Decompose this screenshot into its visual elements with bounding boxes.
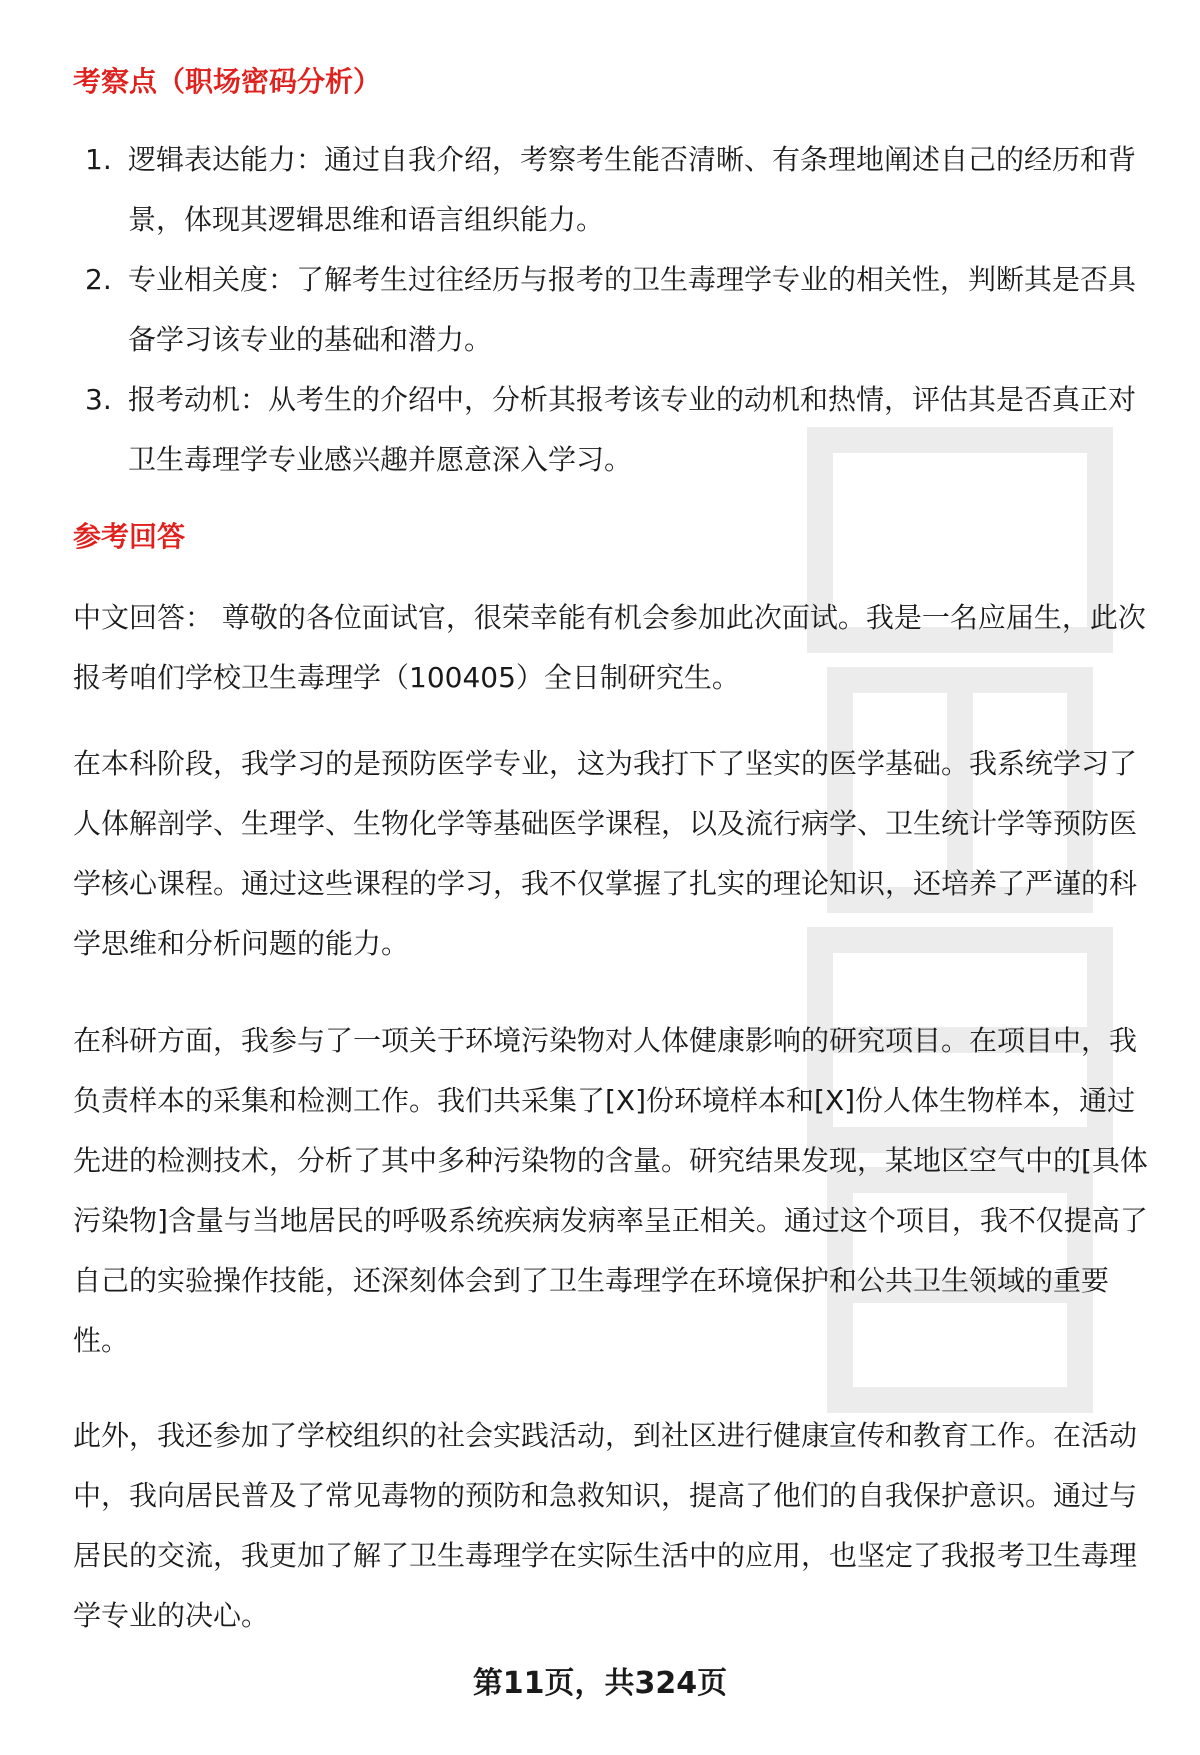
list-item [73,370,1148,490]
list-item-number: 1. [85,143,112,176]
list-item-text: 逻辑表达能力：通过自我介绍，考察考生能否清晰、有条理地阐述自己的经历和背景，体现其逻辑思维和语言组织能力。 [128,143,1137,236]
section-heading-exam-points: 考察点（职场密码分析） [73,65,382,98]
answer-paragraph-intro: 中文回答： 尊敬的各位面试官，很荣幸能有机会参加此次面试。我是一名应届生，此次报考咱们学校卫生毒理学（100405）全日制研究生。 [73,601,1146,694]
answer-paragraph-practice: 此外，我还参加了学校组织的社会实践活动，到社区进行健康宣传和教育工作。在活动中，我向居民普及了常见毒物的预防和急救知识，提高了他们的自我保护意识。通过与居民的交流，我更加了解了卫生毒理学在实际生活中的应用，也坚定了我报考卫生毒理学专业的决心。 [73,1419,1138,1632]
section-heading-reference-answer: 参考回答 [73,520,186,553]
list-item-number: 3. [85,383,112,416]
list-item [73,250,1148,370]
answer-paragraph-undergrad: 在本科阶段，我学习的是预防医学专业，这为我打下了坚实的医学基础。我系统学习了人体解剖学、生理学、生物化学等基础医学课程，以及流行病学、卫生统计学等预防医学核心课程。通过这些课程的学习，我不仅掌握了扎实的理论知识，还培养了严谨的科学思维和分析问题的能力。 [73,747,1138,960]
list-item-number: 2. [85,263,112,296]
list-item-text: 报考动机：从考生的介绍中，分析其报考该专业的动机和热情，评估其是否真正对卫生毒理学专业感兴趣并愿意深入学习。 [128,383,1137,476]
exam-points-list [73,130,1148,490]
list-item [73,130,1148,250]
page-number-footer: 第11页，共324页 [472,1666,728,1701]
answer-paragraph-research: 在科研方面，我参与了一项关于环境污染物对人体健康影响的研究项目。在项目中，我负责样本的采集和检测工作。我们共采集了[X]份环境样本和[X]份人体生物样本，通过先进的检测技术，分析了其中多种污染物的含量。研究结果发现，某地区空气中的[具体污染物]含量与当地居民的呼吸系统疾病发病率呈正相关。通过这个项目，我不仅提高了自己的实验操作技能，还深刻体会到了卫生毒理学在环境保护和公共卫生领域的重要性。 [73,1024,1148,1357]
list-item-text: 专业相关度：了解考生过往经历与报考的卫生毒理学专业的相关性，判断其是否具备学习该专业的基础和潜力。 [128,263,1137,356]
